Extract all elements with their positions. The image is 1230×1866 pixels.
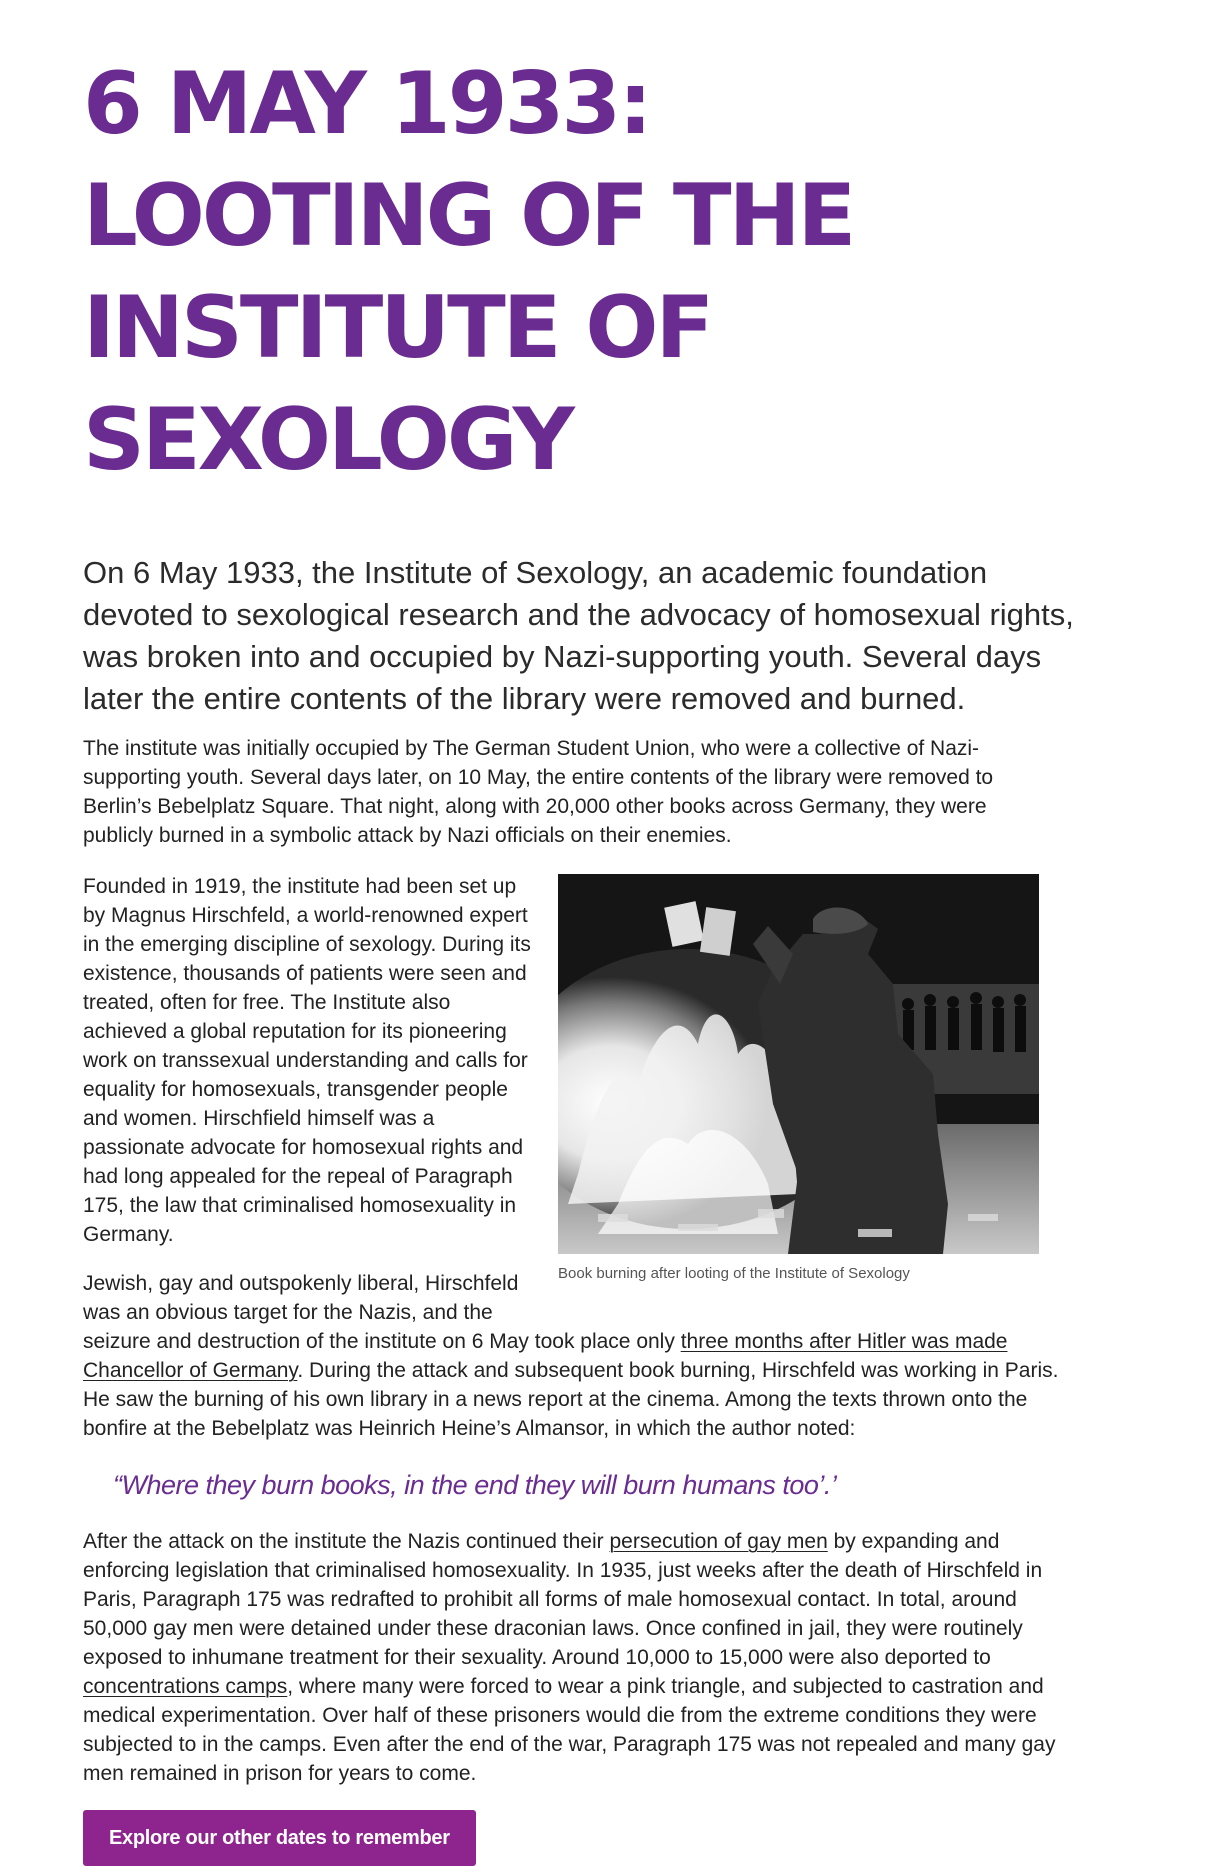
body-paragraph-1: The institute was initially occupied by The German Student Union, who were a collective of Nazi-supporting youth. Several days later, on 10 May, the entire contents of the library were removed to Berlin’s Bebelplatz Square. That night, along with 20,000 other books across Germany, they were publicly burned in a symbolic attack by Nazi officials on their enemies. [83,737,994,847]
paragraph-4-text-end: , where many were forced to wear a pink triangle, and subjected to castration and medical experimentation. Over half of these prisoners would die from the extreme conditions they were subjected to in the camps. Even after the end of the war, Paragraph 175 was not repealed and many gay men remained in prison for years to come. [83,1675,1056,1785]
heine-quote: “Where they burn books, in the end they will burn humans too’.’ [113,1470,837,1500]
hitler-chancellor-link[interactable]: three months after Hitler was made Chancellor of Germany [83,1330,1008,1382]
paragraph-3-text-start: Jewish, gay and outspokenly liberal, Hirschfeld was an obvious target for the Nazis, and the seizure and destruction of the institute on 6 May took place only [83,1272,681,1353]
page-title: 6 MAY 1933: LOOTING OF THE INSTITUTE OF SEXOLOGY [83,54,854,490]
body-paragraph-4 [83,1527,1073,1788]
paragraph-4-text-middle: by expanding and enforcing legislation that criminalised homosexuality. In 1935, just weeks after the death of Hirschfeld in Paris, Paragraph 175 was redrafted to prohibit all forms of male homosexual contact. In total, around 50,000 gay men were detained under these draconian laws. Once confined in jail, they were routinely exposed to inhumane treatment for their sexuality. Around 10,000 to 15,000 were also deported to [83,1530,1043,1669]
explore-dates-button[interactable]: Explore our other dates to remember [83,1810,476,1866]
intro-paragraph: On 6 May 1933, the Institute of Sexology, an academic foundation devoted to sexological research and the advocacy of homosexual rights, was broken into and occupied by Nazi-supporting youth. Several days later the entire contents of the library were removed and burned. [83,555,1074,716]
paragraphs-with-photo [83,872,1083,1443]
persecution-of-gay-men-link[interactable]: persecution of gay men [609,1530,828,1553]
paragraph-3-text-end: . During the attack and subsequent book burning, Hirschfeld was working in Paris. He saw the burning of his own library in a news report at the cinema. Among the texts thrown onto the bonfire at the Bebelplatz was Heinrich Heine’s Almansor, in which the author noted: [83,1359,1059,1440]
book-burning-photo-figure [558,874,1039,1284]
paragraph-4-text-start: After the attack on the institute the Nazis continued their [83,1530,610,1553]
body-paragraph-2: Founded in 1919, the institute had been set up by Magnus Hirschfeld, a world-renowned expert in the emerging discipline of sexology. During its existence, thousands of patients were seen and treated, often for free. The Institute also achieved a global reputation for its pioneering work on transsexual understanding and calls for equality for homosexuals, transgender people and women. Hirschfield himself was a passionate advocate for homosexual rights and had long appealed for the repeal of Paragraph 175, the law that criminalised homosexuality in Germany. [83,875,531,1246]
photo-caption: Book burning after looting of the Institute of Sexology [558,1265,910,1282]
concentration-camps-link[interactable]: concentrations camps [83,1675,288,1698]
body-paragraph-3 [83,1269,1083,1443]
book-burning-photo [558,874,1039,1254]
